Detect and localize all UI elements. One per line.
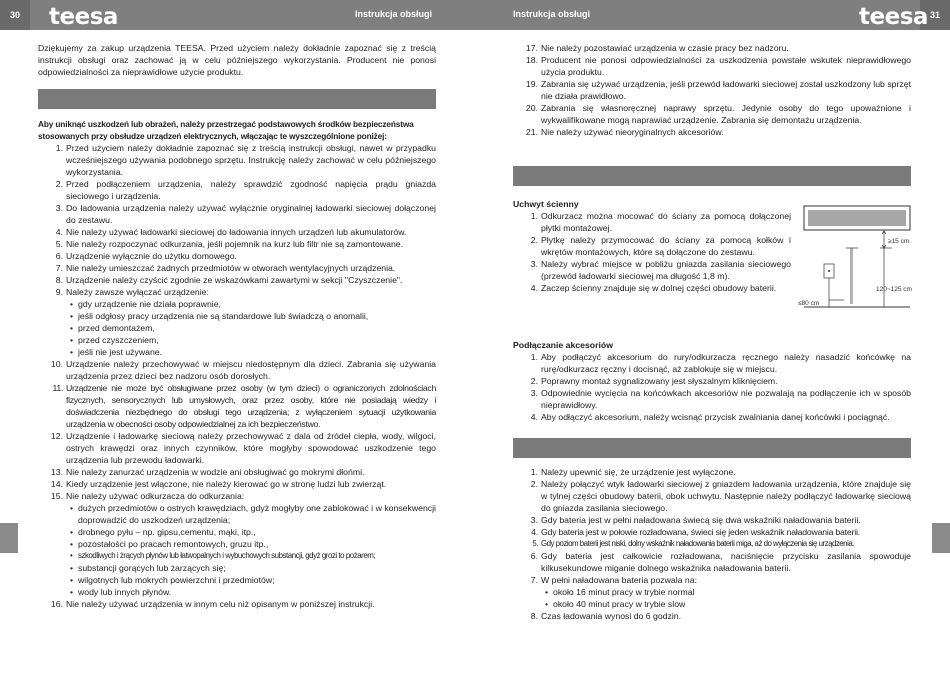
charging-list-end [513, 610, 911, 622]
accessories-list [513, 351, 911, 423]
list-item: 19. Zabrania się używać urządzenia, jeśli przewód ładowarki sieciowej został uszkodzony lub sprzęt nie działa prawidłowo. [525, 79, 911, 101]
page-number-right: 31 [920, 0, 950, 30]
list-item: 8. Urządzenie należy czyścić zgodnie ze wskazówkami zawartymi w sekcji "Czyszczenie". [55, 275, 403, 285]
list-item: 12. Urządzenie i ładowarkę sieciową należy przechowywać z dala od źródeł ciepła, wody, wilgoci, ostrych krawędzi oraz innych czynników, które mogłyby spowodować uszkodzenie tego urządzenia lub przewodu ładowarki. [50, 431, 436, 465]
list-item: 10. Urządzenie należy przechowywać w miejscu niedostępnym dla dzieci. Zabrania się używania urządzenia przez dzieci bez nadzoru osób dorosłych. [50, 359, 436, 381]
list-item: 7. W pełni naładowana bateria pozwala na: [530, 575, 697, 585]
header-bar [0, 0, 950, 30]
runtime-bullets [513, 586, 911, 610]
list-item: 15. Nie należy używać odkurzacza do odkurzania: [50, 491, 245, 501]
list-item: 6. Gdy bateria jest całkowicie rozładowana, naciśnięcie przycisku zasilania spowoduje kilkusekundowe miganie dolnego wskaźnika naładowania baterii. [530, 551, 911, 573]
list-item: 20. Zabrania się własnoręcznej naprawy sprzętu. Jedynie osoby do tego upoważnione i wykwalifikowane mogą naprawiać urządzenie. Zabrania się demontażu urządzenia. [525, 103, 911, 125]
charging-list [513, 466, 911, 586]
list-item: 4. Gdy bateria jest w połowie rozładowana, świeci się jeden wskaźnik naładowania baterii. [531, 527, 860, 537]
distance-label-top: ≥15 cm [888, 238, 910, 245]
teesa-logo-right: teesa [859, 4, 928, 30]
bullet-item: • około 40 minut pracy w trybie slow [547, 598, 911, 610]
bullet-item: • wilgotnych lub mokrych powierzchni i przedmiotów; [72, 574, 436, 586]
bullet-item: • przed demontażem, [72, 322, 436, 334]
list-item: 21. Nie należy używać nieoryginalnych akcesoriów. [525, 127, 724, 137]
list-item: 5. Gdy poziom baterii jest niski, dolny wskaźnik naładowania baterii miga, aż do wyłączenia się urządzenia. [532, 539, 854, 548]
list-item: 2. Poprawny montaż sygnalizowany jest słyszalnym kliknięciem. [530, 376, 778, 386]
list-item: 4. Aby odłączyć akcesorium, należy wcisnąć przycisk zwalniania danej końcówki i pociągnąć. [530, 412, 890, 422]
bullet-item: • jeśli nie jest używane. [72, 346, 436, 358]
bullet-item: • gdy urządzenie nie działa poprawnie, [72, 298, 436, 310]
list-item: 1. Odkurzacz można mocować do ściany za pomocą dołączonej płytki montażowej. [530, 211, 791, 233]
bullet-item: • około 16 minut pracy w trybie normal [547, 586, 911, 598]
safety-list-right [513, 42, 911, 138]
list-item: 8. Czas ładowania wynosi do 6 godzin. [530, 611, 682, 621]
list-item: 9. Należy zawsze wyłączać urządzenie: [55, 287, 209, 297]
list-item: 1. Aby podłączyć akcesorium do rury/odkurzacza ręcznego należy nasadzić końcówkę na rurę/odkurzacz ręczny i docisnąć, aż zablokuje się w miejscu. [530, 352, 911, 374]
section-band-safety [38, 89, 436, 109]
list-item: 18. Producent nie ponosi odpowiedzialności za uszkodzenia powstałe wskutek nieprawidłowego użycia produktu. [525, 55, 911, 77]
list-item: 4. Nie należy używać ładowarki sieciowej do ładowania innych urządzeń lub akumulatorów. [55, 227, 407, 237]
list-item: 1. Przed użyciem należy dokładnie zapoznać się z treścią instrukcji obsługi, nawet w przypadku wcześniejszego używania podobnego sprzętu. Instrukcję należy zachować w celu późniejszego wykorzystania. [55, 143, 436, 177]
list-item: 11. Urządzenie nie może być obsługiwane przez osoby (w tym dzieci) o ograniczonych zdolnościach fizycznych, sensorycznych lub umysłowych, oraz przez osoby, które nie posiadają wiedzy i doświadczenia niezbędnego do obsługi tego urządzenia; z wyłączeniem sytuacji użytkowania urządzenia w obecności osoby odpowiedzialnej za ich bezpieczeństwo. [52, 383, 436, 429]
bullet-item: • dużych przedmiotów o ostrych krawędziach, gdyż mogłyby one zablokować i w konsekwencji doprowadzić do uszkodzeń urządzenia; [72, 502, 436, 526]
list-item: 16. Nie należy używać urządzenia w innym celu niż opisanym w poniższej instrukcji. [50, 599, 375, 609]
mount-section [513, 198, 791, 294]
list-item: 17. Nie należy pozostawiać urządzenia w czasie pracy bez nadzoru. [525, 43, 789, 53]
distance-label-height: 120~125 cm [876, 286, 912, 293]
mount-title: Uchwyt ścienny [513, 199, 579, 209]
side-tab-left [0, 523, 18, 553]
safety-warning: Aby uniknąć uszkodzeń lub obrażeń, należy przestrzegać podstawowych środków bezpieczeństwa stosowanych przy obsłudze urządzeń elektrycznych, włączając te wyszczególnione poniżej: [38, 119, 414, 141]
safety-list-continued [38, 358, 436, 502]
list-item: 5. Nie należy rozpoczynać odkurzania, jeśli pojemnik na kurz lub filtr nie są zamontowane. [55, 239, 404, 249]
list-item: 6. Urządzenie wyłącznie do użytku domowego. [55, 251, 237, 261]
section-band-mounting [513, 166, 911, 186]
bullet-item: • substancji gorących lub żarzących się; [72, 562, 436, 574]
bullet-item: • wody lub innych płynów. [72, 586, 436, 598]
list-item: 3. Należy wybrać miejsce w pobliżu gniazda zasilania sieciowego (przewód ładowarki sieciowej ma długość 1,8 m). [530, 259, 791, 281]
intro-paragraph: Dziękujemy za zakup urządzenia TEESA. Przed użyciem należy dokładnie zapoznać się z treścią instrukcji obsługi oraz zachować ją w celu późniejszego wykorzystania. Producent nie ponosi odpowiedzialności za nieprawidłowe użycie produktu. [38, 43, 436, 77]
mount-list [513, 210, 791, 294]
safety-list [38, 142, 436, 298]
list-item: 2. Należy połączyć wtyk ładowarki sieciowej z gniazdem ładowania urządzenia, które znajduje się w tylnej części obudowy baterii, obok uchwytu. Następnie należy podłączyć ładowarkę sieciową do gniazda zasilania sieciowego. [530, 479, 911, 513]
side-tab-right [932, 523, 950, 553]
page-number-left: 30 [0, 0, 30, 30]
list-item: 2. Płytkę należy przymocować do ściany za pomocą kołków i wkrętów montażowych, które są dołączone do zestawu. [530, 235, 791, 257]
bullet-list-15 [38, 502, 436, 598]
bullet-item: • jeśli odgłosy pracy urządzenia nie są standardowe lub świadczą o anomalii, [72, 310, 436, 322]
wall-mount-diagram [796, 204, 916, 316]
vacuum-shape [850, 248, 853, 304]
bullet-list-9 [38, 298, 436, 358]
bullet-item: • drobnego pyłu – np. gipsu,cementu, mąki, itp., [72, 526, 436, 538]
list-item: 7. Nie należy umieszczać żadnych przedmiotów w otworach wentylacyjnych urządzenia. [55, 263, 396, 273]
safety-list-end [38, 598, 436, 610]
charging-section [513, 466, 911, 622]
list-item: 3. Do ładowania urządzenia należy używać wyłącznie oryginalnej ładowarki sieciowej dołączonej do zestawu. [55, 203, 436, 225]
cabinet-panel [808, 210, 906, 226]
right-column [513, 42, 911, 138]
list-item: 2. Przed podłączeniem urządzenia, należy sprawdzić zgodność napięcia prądu gniazda sieciowego i urządzenia. [55, 179, 436, 201]
list-item: 1. Należy upewnić się, że urządzenie jest wyłączone. [530, 467, 736, 477]
section-band-charging [513, 438, 911, 458]
list-item: 14. Kiedy urządzenie jest włączone, nie należy kierować go w stronę ludzi lub zwierząt. [50, 479, 387, 489]
left-column [38, 42, 436, 610]
bullet-item: • pozostałości po pracach remontowych, gruzu itp., [72, 538, 436, 550]
list-item: 13. Nie należy zanurzać urządzenia w wodzie ani obsługiwać go mokrymi dłońmi. [50, 467, 365, 477]
list-item: 3. Gdy bateria jest w pełni naładowana świecą się dwa wskaźniki naładowania baterii. [530, 515, 861, 525]
bullet-item: • przed czyszczeniem, [72, 334, 436, 346]
list-item: 3. Odpowiednie wycięcia na końcówkach akcesoriów nie pozwalają na podłączenie ich w sposób nieprawidłowy. [530, 388, 911, 410]
header-title-left: Instrukcja obsługi [355, 9, 433, 19]
bullet-item: • szkodliwych i żrących płynów lub łatwopalnych i wybuchowych substancji, gdyż grozi to pożarem; [72, 550, 436, 562]
accessories-section [513, 339, 911, 423]
list-item: 4. Zaczep ścienny znajduje się w dolnej części obudowy baterii. [530, 283, 777, 293]
distance-label-socket: ≤80 cm [798, 300, 820, 307]
teesa-logo-left: teesa [49, 4, 118, 30]
header-title-right: Instrukcja obsługi [513, 9, 591, 19]
accessories-title: Podłączanie akcesoriów [513, 340, 613, 350]
